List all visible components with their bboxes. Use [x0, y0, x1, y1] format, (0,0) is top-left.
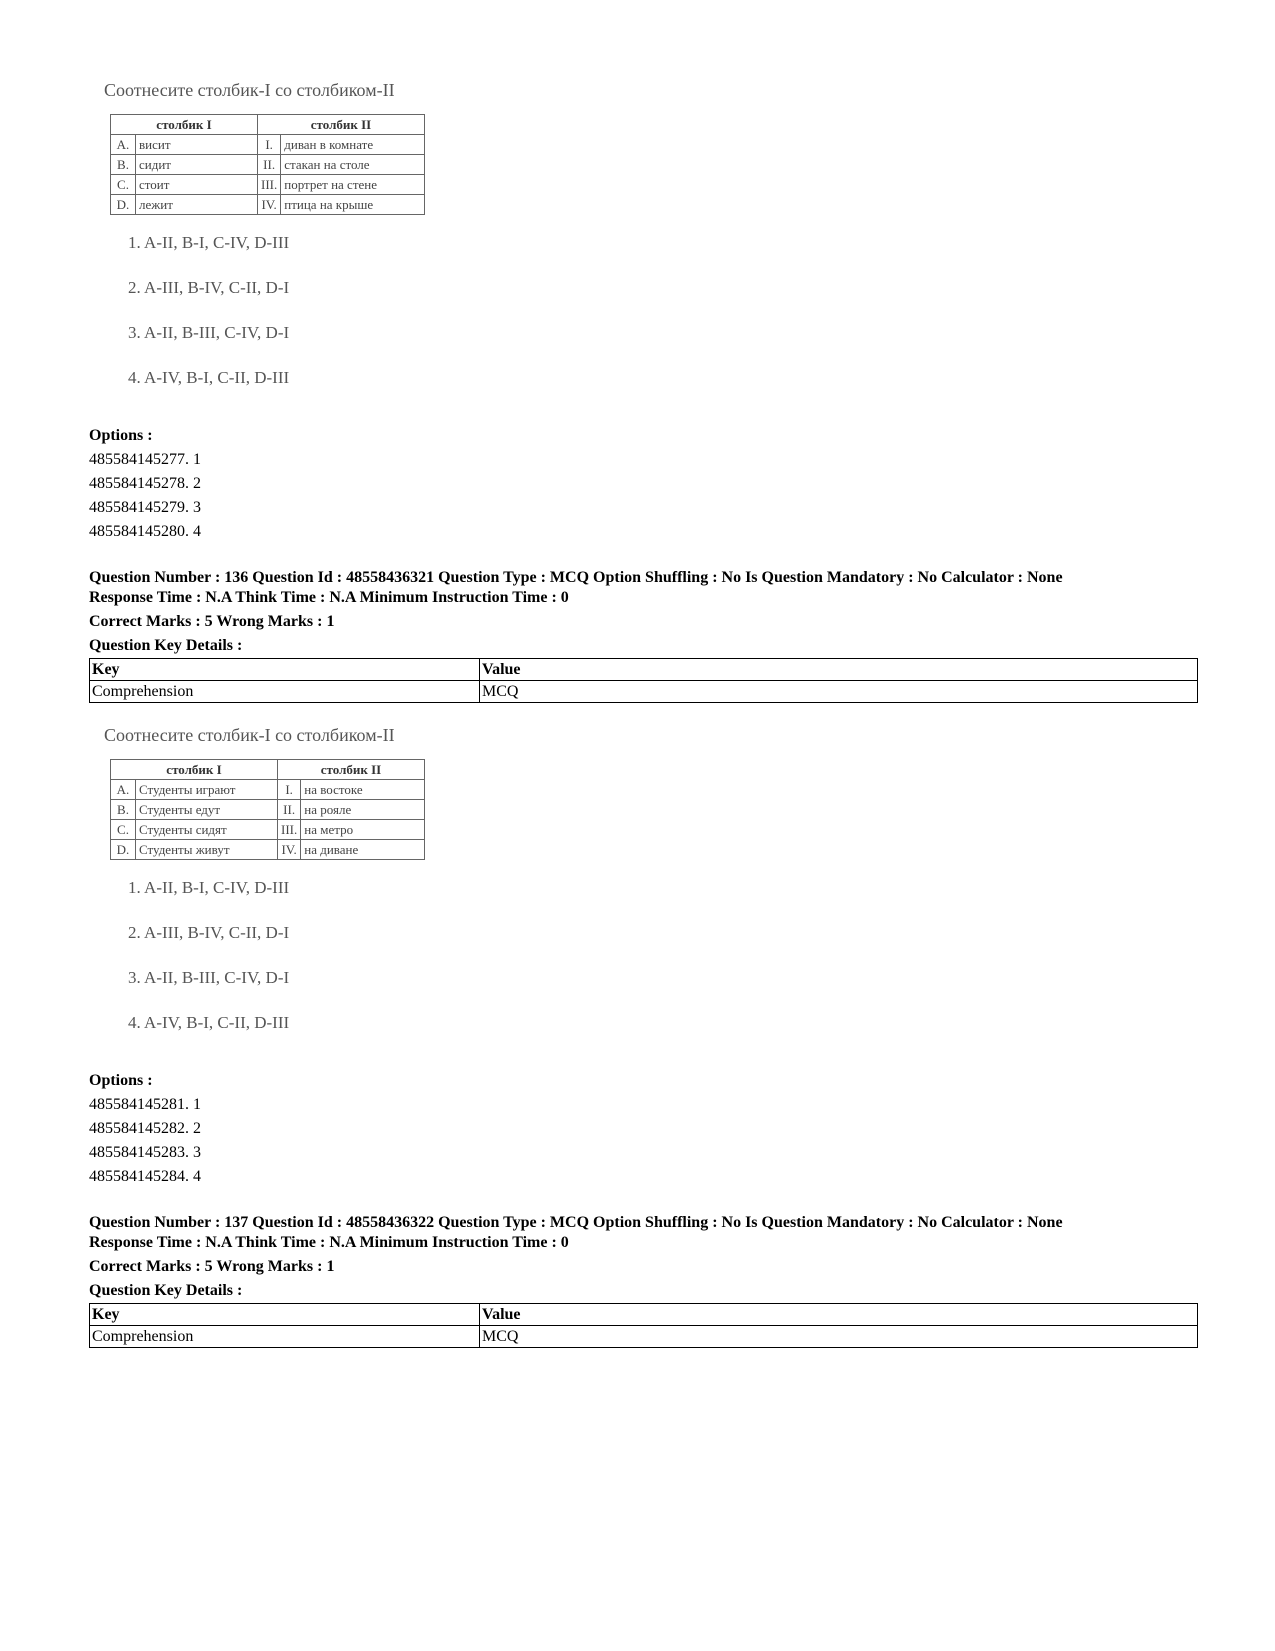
table-row [111, 195, 425, 215]
option-item: 485584145283. 3 [89, 1144, 201, 1161]
options-label: Options : [89, 1072, 153, 1089]
row-letter: C. [111, 820, 136, 840]
value-header: Value [480, 659, 1198, 681]
row-roman: III. [258, 175, 281, 195]
question-meta [89, 568, 1199, 656]
choice-item: 3. A-II, B-III, C-IV, D-I [128, 323, 290, 342]
key-value-table [89, 1303, 1198, 1348]
answer-choices [128, 233, 434, 413]
row-right: на метро [301, 820, 425, 840]
row-roman: II. [258, 155, 281, 175]
row-letter: C. [111, 175, 136, 195]
choice-item: 2. A-III, B-IV, C-II, D-I [128, 923, 290, 942]
key-header: Key [90, 1304, 480, 1326]
row-right: на диване [301, 840, 425, 860]
row-right: стакан на столе [281, 155, 425, 175]
option-item: 485584145281. 1 [89, 1096, 201, 1113]
row-right: диван в комнате [281, 135, 425, 155]
match-table [110, 114, 425, 215]
row-left: стоит [136, 175, 258, 195]
key-cell: Comprehension [90, 1326, 480, 1348]
key-header: Key [90, 659, 480, 681]
option-item: 485584145282. 2 [89, 1120, 201, 1137]
options-label: Options : [89, 427, 153, 444]
key-details-label: Question Key Details : [89, 1282, 243, 1299]
option-item: 485584145280. 4 [89, 523, 201, 540]
table-row [111, 820, 425, 840]
marks-line: Correct Marks : 5 Wrong Marks : 1 [89, 1258, 335, 1275]
value-cell: MCQ [480, 681, 1198, 703]
row-letter: D. [111, 840, 136, 860]
value-header: Value [480, 1304, 1198, 1326]
key-value-table [89, 658, 1198, 703]
question-prompt: Соотнесите столбик-I со столбиком-II [104, 80, 395, 100]
row-left: Студенты сидят [136, 820, 278, 840]
options-list [89, 1069, 201, 1189]
row-left: Студенты едут [136, 800, 278, 820]
row-letter: A. [111, 135, 136, 155]
row-right: на востоке [301, 780, 425, 800]
key-details-label: Question Key Details : [89, 637, 243, 654]
question-header-line: Question Number : 136 Question Id : 48558436321 Question Type : MCQ Option Shuffling : No Is Question Mandatory : No Calculator : None [89, 569, 1063, 586]
table-row [111, 780, 425, 800]
row-letter: B. [111, 155, 136, 175]
choice-item: 4. A-IV, B-I, C-II, D-III [128, 368, 290, 387]
column-1-header: столбик I [111, 760, 278, 780]
table-row [90, 1326, 1198, 1348]
row-roman: III. [278, 820, 301, 840]
choice-item: 1. A-II, B-I, C-IV, D-III [128, 233, 290, 252]
column-2-header: столбик II [258, 115, 425, 135]
row-left: сидит [136, 155, 258, 175]
question-prompt: Соотнесите столбик-I со столбиком-II [104, 725, 395, 745]
answer-choices [128, 878, 434, 1058]
row-letter: B. [111, 800, 136, 820]
question-image [104, 80, 434, 413]
question-header-line: Question Number : 137 Question Id : 48558436322 Question Type : MCQ Option Shuffling : No Is Question Mandatory : No Calculator : None [89, 1214, 1063, 1231]
row-letter: D. [111, 195, 136, 215]
table-row [111, 840, 425, 860]
marks-line: Correct Marks : 5 Wrong Marks : 1 [89, 613, 335, 630]
row-left: Студенты играют [136, 780, 278, 800]
question-timing-line: Response Time : N.A Think Time : N.A Minimum Instruction Time : 0 [89, 589, 569, 606]
row-right: портрет на стене [281, 175, 425, 195]
option-item: 485584145278. 2 [89, 475, 201, 492]
choice-item: 1. A-II, B-I, C-IV, D-III [128, 878, 290, 897]
row-roman: IV. [278, 840, 301, 860]
table-row [111, 175, 425, 195]
row-roman: II. [278, 800, 301, 820]
key-cell: Comprehension [90, 681, 480, 703]
question-image [104, 725, 434, 1058]
option-item: 485584145279. 3 [89, 499, 201, 516]
value-cell: MCQ [480, 1326, 1198, 1348]
choice-item: 3. A-II, B-III, C-IV, D-I [128, 968, 290, 987]
choice-item: 2. A-III, B-IV, C-II, D-I [128, 278, 290, 297]
question-meta [89, 1213, 1199, 1301]
question-timing-line: Response Time : N.A Think Time : N.A Minimum Instruction Time : 0 [89, 1234, 569, 1251]
row-letter: A. [111, 780, 136, 800]
column-1-header: столбик I [111, 115, 258, 135]
row-right: птица на крыше [281, 195, 425, 215]
row-left: Студенты живут [136, 840, 278, 860]
option-item: 485584145284. 4 [89, 1168, 201, 1185]
table-row [111, 155, 425, 175]
row-roman: I. [278, 780, 301, 800]
column-2-header: столбик II [278, 760, 425, 780]
row-roman: I. [258, 135, 281, 155]
choice-item: 4. A-IV, B-I, C-II, D-III [128, 1013, 290, 1032]
options-list [89, 424, 201, 544]
row-roman: IV. [258, 195, 281, 215]
row-right: на рояле [301, 800, 425, 820]
option-item: 485584145277. 1 [89, 451, 201, 468]
table-row [90, 681, 1198, 703]
table-row [111, 800, 425, 820]
match-table [110, 759, 425, 860]
table-row [111, 135, 425, 155]
row-left: висит [136, 135, 258, 155]
row-left: лежит [136, 195, 258, 215]
